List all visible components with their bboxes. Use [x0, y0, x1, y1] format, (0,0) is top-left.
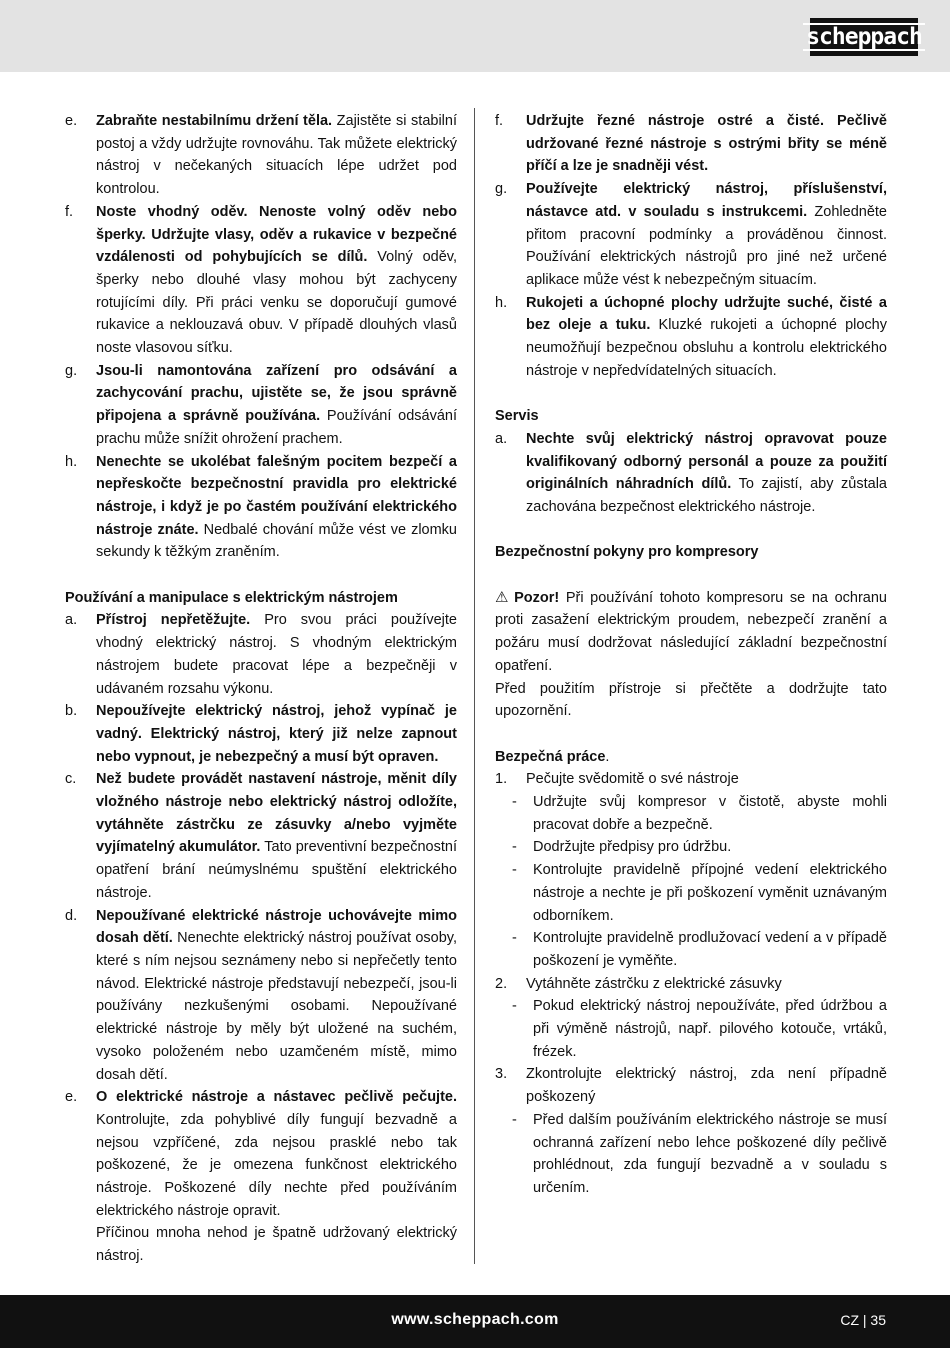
heading-compressors: Bezpečnostní pokyny pro kompresory	[495, 544, 759, 561]
list-item	[495, 292, 887, 383]
list-item	[65, 905, 457, 1087]
list-item-extra	[65, 1222, 457, 1267]
list-item-label: g.	[495, 181, 508, 198]
list-item-text	[96, 700, 457, 768]
list-item	[495, 428, 887, 519]
list-item-text	[526, 292, 887, 383]
list-item-body: Kontrolujte, zda pohyblivé díly fungují bezvadně a nejsou vzpříčené, zda nejsou prasklé nebo tak poškozené, že je omezena funkčnost elektrického nástroje. Poškozené díly nechte před používáním elektrického nástroje opravit.	[96, 1111, 457, 1219]
bullet-item	[495, 995, 887, 1063]
numbered-item-text: Vytáhněte zástrčku z elektrické zásuvky	[526, 975, 782, 992]
list-item-bold: Rukojeti a úchopné plochy udržujte suché, čisté a bez oleje a tuku.	[526, 294, 887, 334]
left-list-a	[65, 110, 457, 564]
list-item	[495, 178, 887, 292]
list-item-text	[96, 110, 457, 201]
warning-text: Při používání tohoto kompresoru se na ochranu proti zasažení elektrickým proudem, nebezpečí zranění a požáru musí dodržovat následující základní bezpečnostní opatření.	[495, 589, 887, 674]
list-item-body: Kluzké rukojeti a úchopné plochy neumožňují bezpečnou obsluhu a kontrolu elektrického nástroje v nepředvídatelných situacích.	[526, 317, 888, 379]
list-item-label: g.	[65, 362, 78, 379]
warning-paragraph-2: Před použitím přístroje si přečtěte a dodržujte tato upozornění.	[495, 680, 887, 720]
warning-triangle-icon: ⚠	[495, 588, 512, 606]
numbered-item-text: Zkontrolujte elektrický nástroj, zda není případně poškozený	[526, 1066, 887, 1106]
list-item-body: Nedbalé chování může vést ve zlomku sekundy k těžkým zraněním.	[96, 521, 457, 561]
list-item-label: d.	[65, 907, 78, 924]
list-item-text	[96, 201, 457, 360]
item-e-extra: Příčinou mnoha nehod je špatně udržovaný elektrický nástroj.	[96, 1225, 457, 1265]
list-item-bold: Jsou-li namontována zařízení pro odsávání a zachycování prachu, ujistěte se, že jsou správně připojena a správně používána.	[96, 362, 457, 425]
list-item-label: e.	[65, 1089, 78, 1106]
list-item-bold: Udržujte řezné nástroje ostré a čisté. Pečlivě udržované řezné nástroje s ostrými břity se méně příčí a lze je snadněji vést.	[526, 113, 887, 175]
numbered-item-label: 3.	[495, 1066, 508, 1083]
list-item-text	[96, 451, 457, 565]
list-item-text	[96, 1086, 457, 1222]
page-number: CZ | 35	[840, 1312, 886, 1328]
heading-service: Servis	[495, 408, 539, 425]
footer	[0, 1295, 950, 1348]
list-item-body: Tato preventivní bezpečnostní opatření brání neúmyslnému spuštění elektrického nástroje.	[96, 839, 457, 901]
list-item	[65, 360, 457, 451]
list-item-bold: Než budete provádět nastavení nástroje, měnit díly vložného nástroje nebo elektrický nástroj odložíte, vytáhněte zástrčku ze zásuvky a/nebo vyjměte vyjímatelný akumulátor.	[96, 771, 457, 856]
list-item-body: Volný oděv, šperky nebo dlouhé vlasy mohou být zachyceny rotujícími díly. Při práci venku se doporučují gumové rukavice a neklouzavá obuv. V případě dlouhých vlasů noste vlasovou síťku.	[96, 249, 457, 357]
heading-safe-dot: .	[605, 748, 610, 765]
service-list	[495, 428, 887, 519]
numbered-item	[495, 1063, 887, 1108]
bullet-item-text: Kontrolujte pravidelně prodlužovací vedení a v případě poškození je vyměňte.	[533, 930, 887, 969]
logo-text: scheppach	[803, 23, 925, 51]
warning-paragraph	[495, 587, 887, 678]
list-item-text	[526, 178, 887, 292]
heading-usage: Používání a manipulace s elektrickým nástrojem	[65, 589, 398, 606]
bullet-item	[495, 1109, 887, 1200]
list-item-body: To zajistí, aby zůstala zachována bezpečnost elektrického nástroje.	[526, 476, 887, 515]
warning-bold: Pozor!	[514, 589, 560, 606]
bullet-item-text: Dodržujte předpisy pro údržbu.	[533, 839, 732, 856]
list-item-body: Pro svou práci používejte vhodný elektrický nástroj. S vhodným elektrickým nástrojem budete pracovat lépe a bezpečněji v udávaném rozsahu výkonu.	[96, 612, 457, 697]
bullet-item	[495, 836, 887, 859]
list-item-bold: O elektrické nástroje a nástavec pečlivě pečujte.	[96, 1089, 457, 1106]
scheppach-logo	[806, 18, 922, 56]
list-item-bold: Noste vhodný oděv. Nenoste volný oděv nebo šperky. Udržujte vlasy, oděv a rukavice v bezpečné vzdálenosti od pohybujících se dílů.	[96, 203, 457, 266]
list-item	[495, 110, 887, 178]
column-divider	[474, 108, 475, 1264]
list-item-bold: Nepoužívejte elektrický nástroj, jehož vypínač je vadný. Elektrický nástroj, který již nelze zapnout nebo vypnout, je nebezpečný a musí být opraven.	[96, 703, 457, 765]
list-item-bold: Přístroj nepřetěžujte.	[96, 612, 251, 629]
list-item-text	[96, 360, 457, 451]
list-item-label: f.	[495, 113, 504, 129]
right-column	[495, 110, 887, 1200]
bullet-item-text: Pokud elektrický nástroj nepoužíváte, před údržbou a při výměně nástrojů, např. pilového kotouče, vrtáků, frézek.	[533, 998, 887, 1060]
bullet-item	[495, 859, 887, 927]
list-item	[65, 110, 457, 201]
numbered-item-text: Pečujte svědomitě o své nástroje	[526, 771, 739, 788]
list-item-text	[526, 428, 887, 519]
footer-url[interactable]: www.scheppach.com	[391, 1311, 559, 1328]
list-item-label: c.	[65, 771, 77, 788]
numbered-item-label: 1.	[495, 771, 508, 788]
bullet-item-text: Kontrolujte pravidelně přípojné vedení elektrického nástroje a nechte je při poškození vyměnit uznávaným odborníkem.	[533, 862, 887, 924]
list-item-bold: Nenechte se ukolébat falešným pocitem bezpečí a nepřeskočte bezpečnostní pravidla pro elektrické nástroje, i když je po častém používání elektrického nástroje znáte.	[96, 453, 457, 538]
list-item-label: f.	[65, 203, 74, 220]
list-item-label: a.	[495, 430, 508, 447]
list-item-bold: Nechte svůj elektrický nástroj opravovat pouze kvalifikovaný odborný personál a pouze za použití originálních náhradních dílů.	[526, 430, 887, 493]
dash-bullet-icon: -	[512, 839, 517, 856]
list-item	[65, 201, 457, 360]
list-item-text	[96, 768, 457, 904]
list-item-label: a.	[65, 612, 78, 629]
dash-bullet-icon: -	[512, 930, 517, 947]
list-item-label: e.	[65, 113, 78, 129]
list-item-text	[526, 110, 887, 178]
list-item	[65, 609, 457, 700]
left-list-b	[65, 609, 457, 1222]
left-column	[65, 110, 457, 1268]
dash-bullet-icon: -	[512, 794, 517, 811]
list-item-bold: Zabraňte nestabilnímu držení těla.	[96, 113, 333, 129]
heading-safe-work	[495, 746, 887, 769]
list-item-text	[96, 905, 457, 1087]
bullet-item-text: Udržujte svůj kompresor v čistotě, abyste mohli pracovat dobře a bezpečně.	[533, 794, 887, 833]
list-item-label: h.	[495, 294, 508, 311]
numbered-item	[495, 973, 887, 996]
list-item-bold: Nepoužívané elektrické nástroje uchovávejte mimo dosah dětí.	[96, 907, 457, 947]
list-item-label: h.	[65, 453, 78, 470]
numbered-item	[495, 768, 887, 791]
list-item-body: Zajistěte si stabilní postoj a vždy udržujte rovnováhu. Tak můžete elektrický nástroj v nečekaných situacích lépe udržet pod kontrolou.	[96, 113, 457, 198]
heading-safe-bold: Bezpečná práce	[495, 748, 606, 765]
numbered-list	[495, 768, 887, 1199]
list-item-body: Zohledněte přitom pracovní podmínky a prováděnou činnost. Používání elektrických nástrojů pro jiné než určené aplikace může vést k nebezpečným situacím.	[526, 203, 887, 288]
bullet-item	[495, 791, 887, 836]
list-item	[65, 1086, 457, 1222]
bullet-item	[495, 927, 887, 972]
list-item-text	[96, 609, 457, 700]
list-item	[65, 451, 457, 565]
right-list-a	[495, 110, 887, 382]
list-item-body: Nenechte elektrický nástroj používat osoby, které s ním nejsou seznámeny nebo si nepřečetly tento návod. Elektrické nástroje představují nebezpečí, jsou-li používány nezkušenými osobami. Nepoužívané elektrické nástroje by měly být uložené na suchém, vysoko položeném nebo uzamčeném místě, mimo dosah dětí.	[96, 930, 457, 1083]
dash-bullet-icon: -	[512, 998, 517, 1015]
dash-bullet-icon: -	[512, 862, 517, 879]
list-item-label: b.	[65, 703, 78, 720]
bullet-item-text: Před dalším používáním elektrického nástroje se musí ochranná zařízení nebo lehce poškozené díly pečlivě prohlédnout, zda fungují bezvadně a v souladu s určením.	[533, 1111, 887, 1196]
list-item-body: Používání odsávání prachu může snížit ohrožení prachem.	[96, 408, 457, 447]
numbered-item-label: 2.	[495, 975, 508, 992]
list-item-bold: Používejte elektrický nástroj, příslušenství, nástavce atd. v souladu s instrukcemi.	[526, 181, 887, 220]
dash-bullet-icon: -	[512, 1111, 517, 1128]
list-item	[65, 768, 457, 904]
list-item	[65, 700, 457, 768]
